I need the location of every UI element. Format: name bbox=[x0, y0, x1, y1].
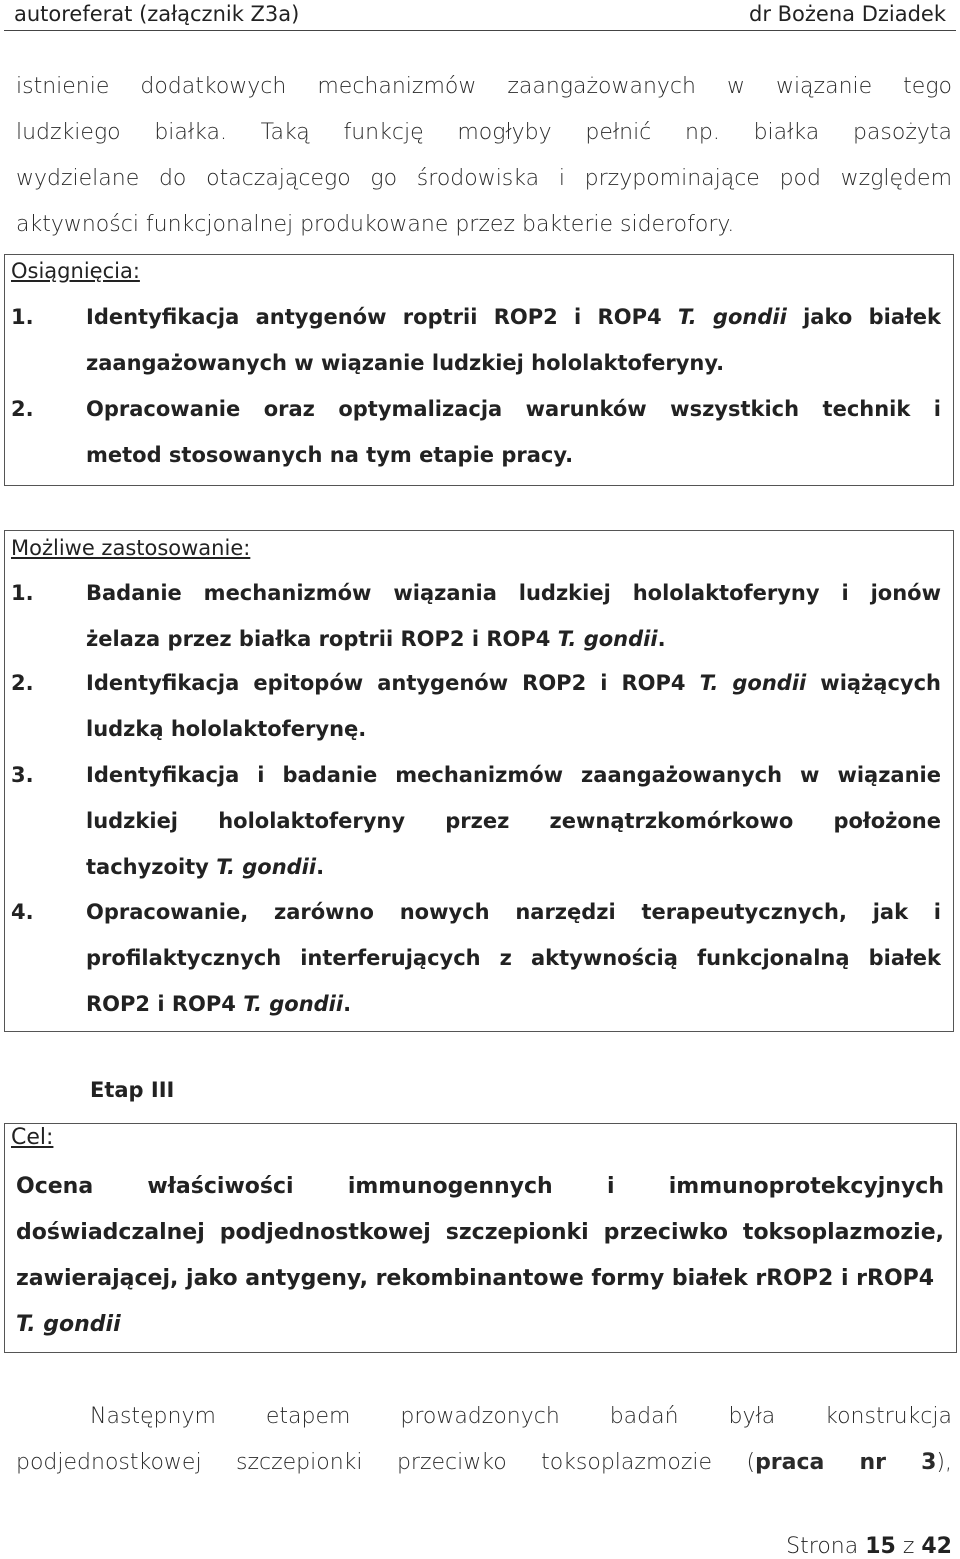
intro-paragraph bbox=[16, 64, 952, 248]
goal-line: Ocena właściwości immunogennych i immunoprotekcyjnych bbox=[16, 1174, 944, 1199]
item-line: Opracowanie, zarówno nowych narzędzi terapeutycznych, jak i bbox=[86, 900, 941, 924]
item-line: Opracowanie oraz optymalizacja warunków wszystkich technik i bbox=[86, 397, 941, 421]
page-header bbox=[0, 0, 960, 30]
item-line: ludzkiej hololaktoferyny przez zewnątrzkomórkowo położone bbox=[86, 809, 941, 833]
applications-title: Możliwe zastosowanie: bbox=[11, 536, 251, 560]
goal-line: T. gondii bbox=[16, 1312, 121, 1337]
goal-line: doświadczalnej podjednostkowej szczepionki przeciwko toksoplazmozie, bbox=[16, 1220, 944, 1245]
stage-heading: Etap III bbox=[90, 1078, 175, 1102]
item-line: żelaza przez białka roptrii ROP2 i ROP4 T. gondii. bbox=[86, 627, 666, 651]
item-body bbox=[86, 570, 941, 662]
item-line: metod stosowanych na tym etapie pracy. bbox=[86, 443, 574, 467]
item-body bbox=[86, 752, 941, 890]
header-author: dr Bożena Dziadek bbox=[749, 2, 946, 26]
closing-line: podjednostkowej szczepionki przeciwko toksoplazmozie (praca nr 3), bbox=[16, 1450, 952, 1475]
item-body bbox=[86, 889, 941, 1027]
current-page: 15 bbox=[865, 1534, 896, 1559]
item-line: Identyfikacja antygenów roptrii ROP2 i ROP4 T. gondii jako białek bbox=[86, 305, 941, 329]
header-document-label: autoreferat (załącznik Z3a) bbox=[14, 2, 300, 26]
closing-paragraph bbox=[16, 1394, 952, 1486]
item-number: 3. bbox=[11, 763, 34, 787]
item-body bbox=[86, 386, 941, 478]
intro-line: ludzkiego białka. Taką funkcję mogłyby pełnić np. białka pasożyta bbox=[16, 120, 952, 145]
header-rule bbox=[4, 30, 956, 31]
closing-line: Następnym etapem prowadzonych badań była konstrukcja bbox=[90, 1404, 952, 1429]
item-number: 2. bbox=[11, 397, 34, 421]
item-number: 2. bbox=[11, 671, 34, 695]
item-line: Identyfikacja epitopów antygenów ROP2 i ROP4 T. gondii wiążących bbox=[86, 671, 941, 695]
item-line: ROP2 i ROP4 T. gondii. bbox=[86, 992, 352, 1016]
item-number: 1. bbox=[11, 581, 34, 605]
goal-line: zawierającej, jako antygeny, rekombinantowe formy białek rROP2 i rROP4 bbox=[16, 1266, 935, 1291]
item-line: Badanie mechanizmów wiązania ludzkiej hololaktoferyny i jonów bbox=[86, 581, 941, 605]
intro-line: wydzielane do otaczającego go środowiska i przypominające pod względem bbox=[16, 166, 952, 191]
total-pages: 42 bbox=[921, 1534, 952, 1559]
intro-line: istnienie dodatkowych mechanizmów zaangażowanych w wiązanie tego bbox=[16, 74, 952, 99]
item-body bbox=[86, 660, 941, 752]
intro-line: aktywności funkcjonalnej produkowane przez bakterie siderofory. bbox=[16, 212, 735, 237]
goal-text bbox=[16, 1164, 944, 1348]
item-line: Identyfikacja i badanie mechanizmów zaangażowanych w wiązanie bbox=[86, 763, 941, 787]
item-line: tachyzoity T. gondii. bbox=[86, 855, 325, 879]
item-number: 1. bbox=[11, 305, 34, 329]
item-line: zaangażowanych w wiązanie ludzkiej hololaktoferyny. bbox=[86, 351, 725, 375]
item-number: 4. bbox=[11, 900, 34, 924]
item-line: ludzką hololaktoferynę. bbox=[86, 717, 367, 741]
item-body bbox=[86, 294, 941, 386]
achievements-title: Osiągnięcia: bbox=[11, 259, 140, 283]
item-line: profilaktycznych interferujących z aktywnością funkcjonalną białek bbox=[86, 946, 941, 970]
goal-title: Cel: bbox=[11, 1125, 54, 1150]
page-footer: Strona 15 z 42 bbox=[786, 1534, 952, 1559]
